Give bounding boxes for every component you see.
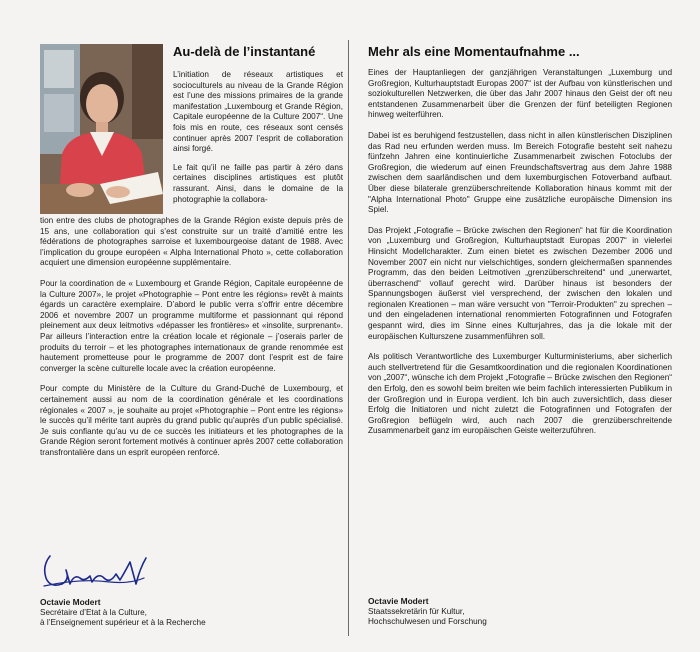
french-paragraph-1: L’initiation de réseaux artistiques et socioculturels au niveau de la Grande Région est l’une des missions primaires de la grande manifestation „Luxembourg et Grande Région, Capitale européenne de la Culture 2007“. Une fois mis en route, ces réseaux sont censés continuer après 2007 l’esprit de collaboration ainsi forgé. xyxy=(173,70,343,154)
portrait-photo xyxy=(40,44,163,214)
french-paragraph-4: Pour compte du Ministère de la Culture du Grand-Duché de Luxembourg, et certainement aussi au nom de la coordination générale et les coordinations régionales « 2007 », je souhaite au projet «Photographie – Pont entre les régions» le succès qu’il mérite tant auprès du grand public qu’auprès d’un public spécialisé. Je suis confiante qu’au vu de ce succès les initiateurs et les photographes de la Grande Région seront fortement motivés à continuer après 2007 cette collaboration transfrontalière dans un esprit européen renforcé. xyxy=(40,384,343,457)
portrait-illustration xyxy=(40,44,163,214)
french-signatory-name: Octavie Modert xyxy=(40,597,101,607)
french-signatory-title-1: Secrétaire d’Etat à la Culture, xyxy=(40,607,147,617)
german-paragraph-1: Eines der Hauptanliegen der ganzjährigen Veranstaltungen „Luxemburg und Großregion, Kulturhauptstadt Europas 2007“ ist der Aufbau von künstlerischen und soziokulturellen Netzwerken, die über das Jahr 2007 hinaus den Geist der oft neu entstandenen Zusammenarbeit über die Grenzen der fünf beteiligten Regionen hinweg weiterführen. xyxy=(368,68,672,120)
german-signatory-title-2: Hochschulwesen und Forschung xyxy=(368,617,487,626)
german-paragraph-4: Als politisch Verantwortliche des Luxemburger Kulturministeriums, aber sicherlich auch stellvertretend für die Gesamtkoordination und die regionalen Koordinationen von „2007“, wünsche ich dem Projekt „Fotografie – Brücke zwischen den Regionen“ den Erfolg, den es sowohl beim breiten wie beim fachlich interessierten Publikum in der Großregion und in Europa verdient. Ich bin auch zuversichtlich, dass dieser Erfolg die Initiatoren und nicht zuletzt die Fotografinnen und Fotografen der Großregion beflügeln wird, auch nach 2007 die grenzüberschreitende Zusammenarbeit ganz im europäischen Geiste weiterzuführen. xyxy=(368,352,672,436)
french-paragraph-2: Le fait qu’il ne faille pas partir à zéro dans certaines disciplines artistiques est plutôt rassurant. Ainsi, dans le domaine de la photographie la collabora- xyxy=(173,162,343,204)
french-title: Au-delà de l’instantané xyxy=(173,44,316,59)
column-divider xyxy=(348,40,349,636)
french-lower-block xyxy=(40,216,343,468)
french-paragraph-2-continued: tion entre des clubs de photographes de la Grande Région existe depuis près de 15 ans, une collaboration qui s’est construite sur un traité d’amitié entre les fédérations de photographes sarroise et luxembourgeoise datant de 1988. Avec l’implication du groupe européen « Alpha International Photo », cette collaboration acquiert une dimension européenne supplémentaire. xyxy=(40,216,343,268)
german-paragraph-2: Dabei ist es beruhigend festzustellen, dass nicht in allen künstlerischen Disziplinen das Rad neu erfunden werden muss. Im Bereich Fotografie besteht seit nahezu fünfzehn Jahren eine kontinuierliche Zusammenarbeit zwischen Fotoclubs der Großregion, die wiederum auf einen Freundschaftsvertrag aus dem Jahre 1988 zwischen dem saarländischen und dem luxemburgischen Fotoverband aufbaut. Über diese bilaterale grenzüberschreitende Kollaboration hinaus kommt mit der "Alpha International Photo" Gruppe eine zusätzliche europäische Dimension ins Spiel. xyxy=(368,130,672,215)
french-paragraph-3: Pour la coordination de « Luxembourg et Grande Région, Capitale européenne de la Culture 2007», le projet «Photographie – Pont entre les régions» revêt à maints égards un caractère exemplaire. D’abord le public verra s’offrir entre décembre 2006 et novembre 2007 un programme multiforme et passionnant qui répond pleinement aux deux leitmotivs «dépasser les frontières» et «insolite, surprenant». Par ailleurs l’interaction entre la création locale et régionale – j’oserais parler de produits du terroir – et les photographes internationaux de grande renommée est hautement prometteuse pour le programme de 2007 dont l’esprit est de faire converger la scène culturelle locale avec la création européenne. xyxy=(40,278,343,373)
french-signature-block xyxy=(40,548,340,629)
german-title: Mehr als eine Momentaufnahme ... xyxy=(368,44,580,59)
german-column xyxy=(368,44,672,447)
german-signature-block xyxy=(368,596,668,628)
french-intro-block xyxy=(173,70,343,213)
german-signatory-name: Octavie Modert xyxy=(368,596,429,606)
handwritten-signature xyxy=(40,548,152,592)
french-signatory-title-2: à l’Enseignement supérieur et à la Recherche xyxy=(40,618,206,627)
german-signatory-title-1: Staatssekretärin für Kultur, xyxy=(368,606,465,616)
german-paragraph-3: Das Projekt „Fotografie – Brücke zwischen den Regionen“ hat für die Koordination von „Luxemburg und Großregion, Kulturhauptstadt Europas 2007“ in vielerlei Hinsicht Modellcharakter. Zum einen bietet es zwischen Dezember 2006 und November 2007 ein nicht nur vielschichtiges, sondern gleichermaßen spannendes Programm, das den beiden Leitmotiven „grenzüberschreitend“ und „unerwartet, überraschend“ vollauf gerecht wird. Darüber hinaus ist besonders der Spannungsbogen äußerst viel versprechend, der zwischen den lokalen und regionalen Kreationen – man wäre versucht von "Terroir-Produkten" zu sprechen – und den eingeladenen international renommierten Fotografinnen und Fotografen gespannt wird, dies im Sinne eines Kulturjahres, das ja die lokale mit der europäischen Kulturszene zusammenführen soll. xyxy=(368,225,672,341)
